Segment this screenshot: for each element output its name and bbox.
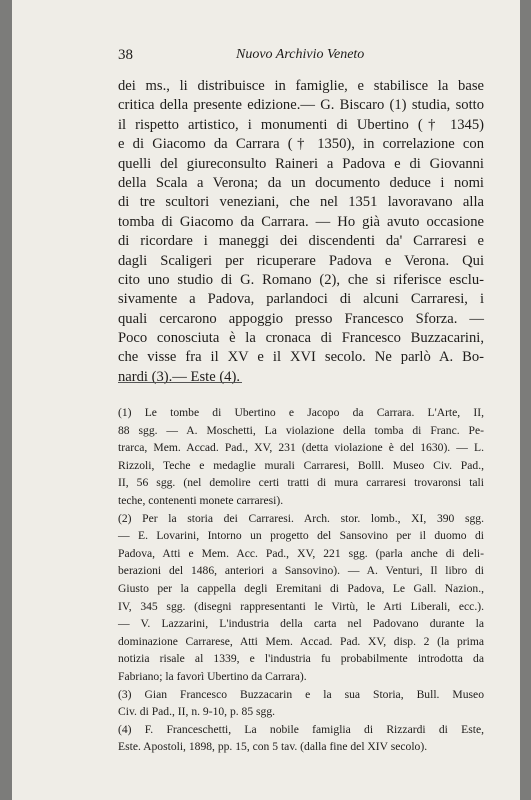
body-line: critica della presente edizione.— G. Biscaro (1) studia, sotto <box>118 97 484 114</box>
footnote-line: IV, 345 sgg. (disegni rappresentanti le Virtù, le Arti Liberali, ecc.). <box>118 599 484 613</box>
body-line: e di Giacomo da Carrara († 1350), in correlazione con <box>118 136 484 153</box>
page-header <box>118 44 486 64</box>
footnote-line: (1) Le tombe di Ubertino e Jacopo da Carrara. L'Arte, II, <box>118 406 484 419</box>
body-line: quali cercarono appoggio presso Francesco Sforza. — <box>118 310 484 327</box>
footnote-line: (4) F. Franceschetti, La nobile famiglia di Rizzardi di Este, <box>118 722 484 736</box>
footnote-line: — V. Lazzarini, L'industria della carta nel Padovano durante la <box>118 617 484 631</box>
footnote-line: Fabriano; la favorì Ubertino da Carrara). <box>118 669 307 683</box>
page-number: 38 <box>118 47 133 63</box>
footnote-line: dominazione Carrarese, Atti Mem. Accad. Pad. XV, disp. 2 (la prima <box>118 634 484 648</box>
footnote-line: 88 sgg. — A. Moschetti, La violazione della tomba di Franc. Pe- <box>118 423 484 437</box>
body-line: il rispetto artistico, i monumenti di Ubertino († 1345) <box>118 116 484 133</box>
body-line: nardi (3).— Este (4). <box>118 368 240 385</box>
footnote-line: berazioni del 1486, anteriori a Sansovino). — A. Venturi, Il libro di <box>118 564 484 578</box>
footnote-line: (2) Per la storia dei Carraresi. Arch. stor. lomb., XI, 390 sgg. <box>118 511 484 525</box>
body-line: cito uno studio di G. Romano (2), che si riferisce esclu- <box>118 271 484 288</box>
body-line: che visse fra il XV e il XVI secolo. Ne parlò A. Bo- <box>118 349 484 366</box>
body-line: tomba di Giacomo da Carrara. — Ho già avuto occasione <box>118 213 484 230</box>
footnote-line: Rizzoli, Teche e medaglie murali Carraresi, Bolll. Museo Civ. Pad., <box>118 458 484 472</box>
body-line: dagli Scaligeri per ricuperare Padova e Verona. Qui <box>118 252 484 269</box>
footnote-line: (3) Gian Francesco Buzzacarin e la sua Storia, Bull. Museo <box>118 687 484 701</box>
footnotes <box>118 404 484 756</box>
footnote-line: notizia risale al 1339, e l'industria fu probabilmente introdotta da <box>118 652 484 666</box>
body-line: quelli del giureconsulto Raineri a Padova e di Giovanni <box>118 155 484 172</box>
body-text <box>118 77 484 387</box>
footnote-separator <box>118 382 242 383</box>
footnote-line: — E. Lovarini, Intorno un progetto del Sansovino per il duomo di <box>118 529 484 543</box>
body-line: di ricordare i maneggi dei discendenti da' Carraresi e <box>118 233 484 250</box>
body-line: Poco conosciuta è la cronaca di Francesco Buzzacarini, <box>118 330 484 347</box>
body-line: dei ms., li distribuisce in famiglie, e stabilisce la base <box>118 78 484 94</box>
footnote-line: Este. Apostoli, 1898, pp. 15, con 5 tav. (dalla fine del XIV secolo). <box>118 740 428 754</box>
body-line: di tre scultori veneziani, che nel 1351 lavoravano alla <box>118 194 484 211</box>
footnote-line: teche, contenenti monete carraresi). <box>118 493 284 507</box>
footnote-line: Giusto per la cappella degli Eremitani di Padova, Le Gall. Nazion., <box>118 581 484 595</box>
body-line: della Scala a Verona; da un documento deduce i nomi <box>118 174 484 191</box>
running-title: Nuovo Archivio Veneto <box>236 47 365 62</box>
footnote-line: Civ. di Pad., II, n. 9-10, p. 85 sgg. <box>118 705 276 719</box>
body-line: sivamente a Padova, parlandoci di alcuni Carraresi, i <box>118 291 484 308</box>
footnote-line: trarca, Mem. Accad. Pad., XV, 231 (detta violazione è del 1630). — L. <box>118 441 484 455</box>
footnote-line: II, 56 sgg. (nel demolire certi tratti di mura carraresi trovaronsi tali <box>118 476 484 490</box>
footnote-line: Padova, Atti e Mem. Acc. Pad., XV, 221 sgg. (parla anche di deli- <box>118 546 484 560</box>
